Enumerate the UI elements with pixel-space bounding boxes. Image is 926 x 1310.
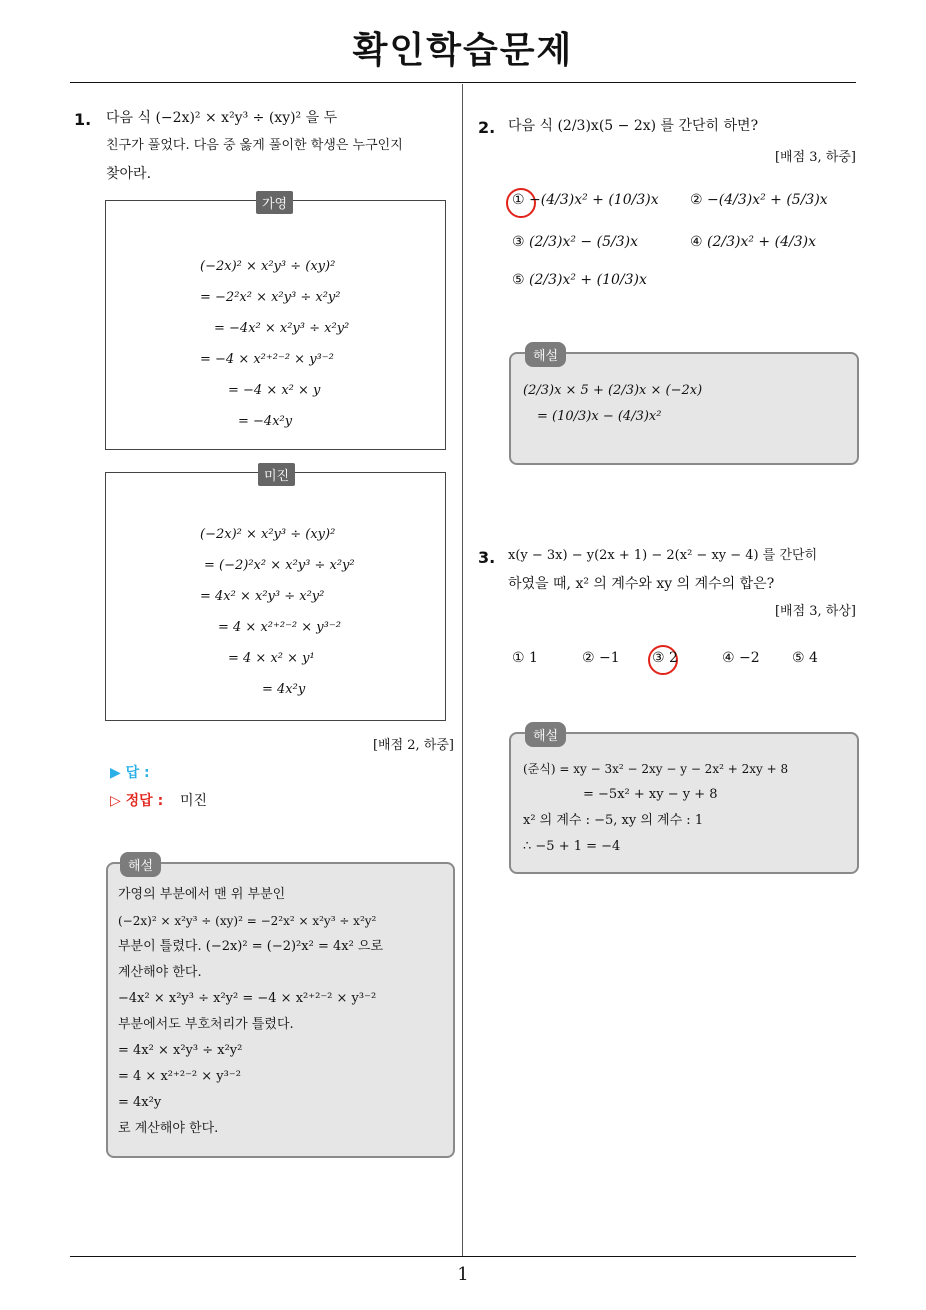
explain-line: (−2x)² × x²y³ ÷ (xy)² = −2²x² × x²y³ ÷ x²y² (118, 914, 377, 928)
explain-line: 로 계산해야 한다. (118, 1121, 219, 1136)
explain-line: 부분에서도 부호처리가 틀렸다. (118, 1017, 294, 1032)
q3-choice-4 (722, 650, 760, 666)
explain-line: (준식) = xy − 3x² − 2xy − y − 2x² + 2xy + 8 (523, 762, 789, 776)
q2-choice-3 (512, 234, 638, 250)
q2-choice-5 (512, 272, 647, 288)
q3-explanation (509, 729, 859, 874)
explain-line: = (10/3)x − (4/3)x² (537, 409, 662, 424)
math-line: = −4 × x² × y (228, 383, 321, 398)
choice-text: 2 (669, 650, 678, 666)
q3-text-line: x(y − 3x) − y(2x + 1) − 2(x² − xy − 4) 를 간단히 (508, 548, 818, 563)
math-line: = (−2)²x² × x²y³ ÷ x²y² (204, 558, 355, 573)
q1-text-line: 다음 식 (−2x)² × x²y³ ÷ (xy)² 을 두 (106, 110, 338, 126)
explain-line: x² 의 계수 : −5, xy 의 계수 : 1 (523, 813, 704, 828)
explain-line: 부분이 틀렸다. (−2x)² = (−2)²x² = 4x² 으로 (118, 939, 384, 954)
q1-box-mijin-label: 미진 (258, 463, 295, 486)
q1-explanation (106, 859, 455, 1158)
q3-choice-5 (792, 650, 818, 666)
q2-explanation-label: 해설 (525, 342, 566, 367)
q1-text-line: 친구가 풀었다. 다음 중 옳게 풀이한 학생은 누구인지 (106, 138, 403, 153)
q3-choice-2 (582, 650, 620, 666)
q2-choice-2 (690, 192, 828, 208)
page-title: 확인학습문제 (352, 30, 574, 71)
choice-number: ② (690, 192, 703, 208)
page-number: 1 (457, 1264, 469, 1285)
q1-text (106, 104, 456, 188)
explain-line: ∴ −5 + 1 = −4 (523, 839, 621, 854)
explain-line: = 4 × x²⁺²⁻² × y³⁻² (118, 1069, 241, 1084)
q1-explanation-label: 해설 (120, 852, 161, 877)
explain-line: (2/3)x × 5 + (2/3)x × (−2x) (523, 383, 703, 398)
math-line: = −4 × x²⁺²⁻² × y³⁻² (200, 352, 334, 367)
choice-number: ③ (512, 234, 525, 250)
math-line: (−2x)² × x²y³ ÷ (xy)² (200, 259, 336, 274)
column-divider (462, 84, 463, 1256)
q3-explanation-label: 해설 (525, 722, 566, 747)
math-line: = 4x² × x²y³ ÷ x²y² (200, 589, 325, 604)
choice-text: −(4/3)x² + (10/3)x (529, 192, 659, 208)
q3-choice-1 (512, 650, 538, 666)
q3-number: 3. (478, 548, 496, 567)
explain-line: 가영의 부분에서 맨 위 부분인 (118, 887, 286, 902)
q2-number: 2. (478, 118, 496, 137)
choice-number: ⑤ (792, 650, 805, 666)
explain-line: = −5x² + xy − y + 8 (583, 787, 718, 802)
choice-number: ① (512, 650, 525, 666)
choice-text: (2/3)x² + (4/3)x (707, 234, 816, 250)
choice-text: −(4/3)x² + (5/3)x (707, 192, 828, 208)
q2-choice-1 (512, 192, 659, 208)
explain-line: = 4x² × x²y³ ÷ x²y² (118, 1043, 243, 1058)
q1-explanation-body (118, 882, 383, 1142)
math-line: = 4 × x² × y¹ (228, 651, 315, 666)
q1-correct-label: ▷ 정답 : (110, 793, 164, 809)
explain-line: 계산해야 한다. (118, 965, 202, 980)
choice-number: ① (512, 192, 525, 208)
q1-source: [배점 2, 하중] (372, 738, 454, 753)
choice-text: 1 (529, 650, 538, 666)
math-line: = −4x²y (238, 414, 293, 429)
choice-number: ⑤ (512, 272, 525, 288)
math-line: = 4 × x²⁺²⁻² × y³⁻² (218, 620, 341, 635)
math-line: = 4x²y (262, 682, 306, 697)
q1-box-gayoung (105, 197, 446, 450)
choice-text: (2/3)x² − (5/3)x (529, 234, 638, 250)
q2-choice-4 (690, 234, 816, 250)
q1-box-mijin-work (200, 519, 355, 705)
footer-rule (70, 1256, 856, 1257)
q1-box-mijin (105, 469, 446, 721)
q1-text-line: 찾아라. (106, 166, 152, 182)
q3-explanation-body (523, 756, 788, 860)
explain-line: −4x² × x²y³ ÷ x²y² = −4 × x²⁺²⁻² × y³⁻² (118, 991, 377, 1006)
q1-number: 1. (74, 110, 92, 129)
choice-number: ④ (690, 234, 703, 250)
q3-source: [배점 3, 하상] (774, 604, 856, 619)
q1-answer-label: ▶ 답 : (110, 765, 150, 781)
q2-explanation (509, 349, 859, 465)
q1-box-gayoung-work (200, 251, 349, 437)
q2-text: 다음 식 (2/3)x(5 − 2x) 를 간단히 하면? (508, 118, 759, 134)
math-line: (−2x)² × x²y³ ÷ (xy)² (200, 527, 336, 542)
choice-number: ④ (722, 650, 735, 666)
choice-number: ③ (652, 650, 665, 666)
q3-choice-3 (652, 650, 678, 666)
math-line: = −2²x² × x²y³ ÷ x²y² (200, 290, 341, 305)
choice-text: −2 (739, 650, 760, 666)
q2-explanation-body (523, 378, 702, 430)
choice-text: −1 (599, 650, 620, 666)
q3-text (508, 542, 858, 598)
header-rule (70, 82, 856, 83)
explain-line: = 4x²y (118, 1095, 162, 1110)
q1-correct-value: 미진 (180, 793, 208, 809)
q2-source: [배점 3, 하중] (774, 150, 856, 165)
math-line: = −4x² × x²y³ ÷ x²y² (214, 321, 350, 336)
choice-number: ② (582, 650, 595, 666)
q1-box-gayoung-label: 가영 (256, 191, 293, 214)
q3-text-line: 하였을 때, x² 의 계수와 xy 의 계수의 합은? (508, 576, 775, 592)
choice-text: 4 (809, 650, 818, 666)
choice-text: (2/3)x² + (10/3)x (529, 272, 647, 288)
